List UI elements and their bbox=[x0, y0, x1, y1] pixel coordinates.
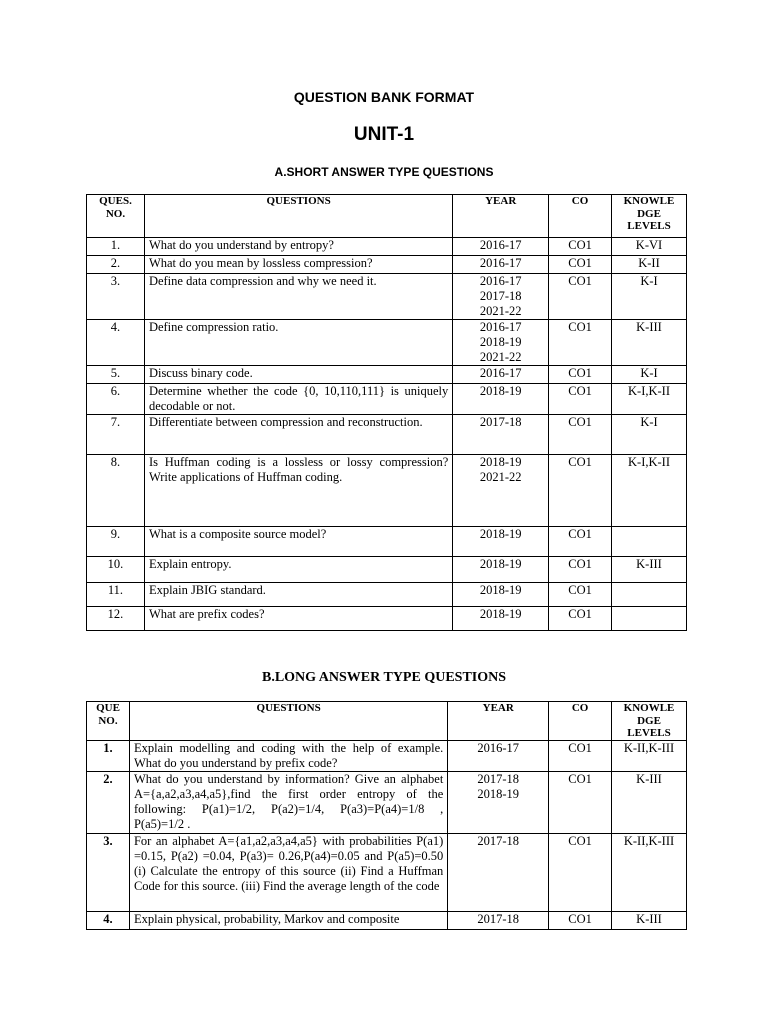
question-number: 7. bbox=[87, 415, 145, 455]
knowledge-level-cell: K-II bbox=[612, 256, 687, 274]
year-cell bbox=[453, 583, 549, 607]
knowledge-level-cell: K-III bbox=[612, 557, 687, 583]
question-text: What is a composite source model? bbox=[144, 527, 452, 557]
year-value: 2016-17 bbox=[479, 274, 522, 288]
year-value: 2016-17 bbox=[479, 320, 522, 334]
long-answer-table bbox=[86, 701, 687, 930]
question-text: What do you mean by lossless compression? bbox=[144, 256, 452, 274]
co-cell: CO1 bbox=[549, 366, 612, 384]
question-number: 5. bbox=[87, 366, 145, 384]
year-value: 2017-18 bbox=[479, 289, 522, 303]
question-number: 6. bbox=[87, 384, 145, 415]
table-row bbox=[87, 366, 687, 384]
co-cell: CO1 bbox=[549, 557, 612, 583]
co-cell: CO1 bbox=[549, 455, 612, 527]
year-cell bbox=[448, 911, 549, 929]
question-number: 9. bbox=[87, 527, 145, 557]
unit-title: UNIT-1 bbox=[353, 124, 415, 145]
year-value: 2016-17 bbox=[479, 256, 522, 270]
table-row bbox=[87, 740, 687, 771]
year-cell bbox=[453, 256, 549, 274]
year-value: 2018-19 bbox=[477, 786, 520, 801]
year-value: 2018-19 bbox=[479, 527, 522, 541]
co-cell: CO1 bbox=[549, 238, 612, 256]
year-cell bbox=[453, 274, 549, 320]
year-cell bbox=[448, 833, 549, 911]
year-value: 2016-17 bbox=[477, 740, 520, 755]
knowledge-level-cell: K-I bbox=[612, 366, 687, 384]
short-answer-table bbox=[86, 194, 687, 631]
co-cell: CO1 bbox=[549, 527, 612, 557]
co-cell: CO1 bbox=[549, 320, 612, 366]
knowledge-level-cell: K-III bbox=[612, 911, 687, 929]
question-text: Differentiate between compression and reconstruction. bbox=[144, 415, 452, 455]
year-value: 2016-17 bbox=[479, 366, 522, 380]
year-cell bbox=[453, 320, 549, 366]
col-header-no: QUE NO. bbox=[87, 702, 130, 741]
col-header-year: YEAR bbox=[453, 195, 549, 238]
table-row bbox=[87, 771, 687, 833]
table-row bbox=[87, 607, 687, 631]
question-number: 3. bbox=[87, 833, 130, 911]
year-value: 2021-22 bbox=[479, 470, 522, 484]
co-cell: CO1 bbox=[549, 274, 612, 320]
col-header-knowledge-level: KNOWLE DGE LEVELS bbox=[612, 702, 687, 741]
knowledge-level-cell: K-III bbox=[612, 771, 687, 833]
year-value: 2018-19 bbox=[479, 607, 522, 621]
question-text: What do you understand by information? Give an alphabet A={a,a2,a3,a4,a5},find the first order entropy of the following: P(a1)=1/2, P(a2)=1/4, P(a3)=P(a4)=1/8 , P(a5)=1/2 . bbox=[129, 771, 447, 833]
short-section-heading: A.SHORT ANSWER TYPE QUESTIONS bbox=[274, 165, 494, 179]
question-text: Define compression ratio. bbox=[144, 320, 452, 366]
question-text: For an alphabet A={a1,a2,a3,a4,a5} with probabilities P(a1) =0.15, P(a2) =0.04, P(a3)= 0.26,P(a4)=0.05 and P(a5)=0.50 (i) Calculate the entropy of this source (ii) Find a Huffman Code for this source. (iii) Find the average length of the code bbox=[129, 833, 447, 911]
co-cell: CO1 bbox=[549, 256, 612, 274]
table-row bbox=[87, 320, 687, 366]
year-cell bbox=[453, 384, 549, 415]
table-row bbox=[87, 911, 687, 929]
year-cell bbox=[453, 366, 549, 384]
co-cell: CO1 bbox=[549, 607, 612, 631]
question-text: What do you understand by entropy? bbox=[144, 238, 452, 256]
year-value: 2018-19 bbox=[479, 455, 522, 469]
question-number: 8. bbox=[87, 455, 145, 527]
table-row bbox=[87, 256, 687, 274]
year-value: 2017-18 bbox=[477, 911, 520, 926]
year-cell bbox=[453, 455, 549, 527]
year-cell bbox=[448, 740, 549, 771]
question-text: Explain modelling and coding with the help of example. What do you understand by prefix code? bbox=[129, 740, 447, 771]
co-cell: CO1 bbox=[549, 415, 612, 455]
year-cell bbox=[453, 557, 549, 583]
knowledge-level-cell: K-VI bbox=[612, 238, 687, 256]
question-number: 2. bbox=[87, 256, 145, 274]
year-cell bbox=[453, 415, 549, 455]
year-cell bbox=[453, 238, 549, 256]
year-value: 2018-19 bbox=[479, 583, 522, 597]
question-text: Explain entropy. bbox=[144, 557, 452, 583]
knowledge-level-cell bbox=[612, 583, 687, 607]
col-header-question: QUESTIONS bbox=[144, 195, 452, 238]
knowledge-level-cell bbox=[612, 607, 687, 631]
co-cell: CO1 bbox=[549, 911, 612, 929]
col-header-co: CO bbox=[549, 195, 612, 238]
knowledge-level-cell: K-I bbox=[612, 415, 687, 455]
year-cell bbox=[453, 527, 549, 557]
question-number: 4. bbox=[87, 320, 145, 366]
col-header-year: YEAR bbox=[448, 702, 549, 741]
knowledge-level-cell: K-III bbox=[612, 320, 687, 366]
question-text: Is Huffman coding is a lossless or lossy compression? Write applications of Huffman coding. bbox=[144, 455, 452, 527]
knowledge-level-cell: K-I,K-II bbox=[612, 384, 687, 415]
knowledge-level-cell bbox=[612, 527, 687, 557]
table-row bbox=[87, 384, 687, 415]
col-header-co: CO bbox=[549, 702, 612, 741]
co-cell: CO1 bbox=[549, 771, 612, 833]
table-row bbox=[87, 274, 687, 320]
year-value: 2016-17 bbox=[479, 238, 522, 252]
question-number: 12. bbox=[87, 607, 145, 631]
co-cell: CO1 bbox=[549, 740, 612, 771]
question-number: 3. bbox=[87, 274, 145, 320]
co-cell: CO1 bbox=[549, 583, 612, 607]
question-number: 11. bbox=[87, 583, 145, 607]
co-cell: CO1 bbox=[549, 384, 612, 415]
table-row bbox=[87, 583, 687, 607]
question-number: 1. bbox=[87, 740, 130, 771]
question-text: Determine whether the code {0, 10,110,111} is uniquely decodable or not. bbox=[144, 384, 452, 415]
year-value: 2021-22 bbox=[479, 350, 522, 364]
knowledge-level-cell: K-I bbox=[612, 274, 687, 320]
table-row bbox=[87, 527, 687, 557]
question-text: What are prefix codes? bbox=[144, 607, 452, 631]
question-text: Explain JBIG standard. bbox=[144, 583, 452, 607]
year-value: 2017-18 bbox=[477, 833, 520, 848]
question-number: 2. bbox=[87, 771, 130, 833]
table-row bbox=[87, 238, 687, 256]
year-value: 2017-18 bbox=[477, 771, 520, 786]
question-number: 4. bbox=[87, 911, 130, 929]
question-text: Discuss binary code. bbox=[144, 366, 452, 384]
question-number: 10. bbox=[87, 557, 145, 583]
table-row bbox=[87, 455, 687, 527]
page-title: QUESTION BANK FORMAT bbox=[293, 89, 475, 105]
question-text: Explain physical, probability, Markov and composite bbox=[129, 911, 447, 929]
knowledge-level-cell: K-II,K-III bbox=[612, 833, 687, 911]
year-value: 2017-18 bbox=[479, 415, 522, 429]
question-text: Define data compression and why we need it. bbox=[144, 274, 452, 320]
col-header-question: QUESTIONS bbox=[129, 702, 447, 741]
table-row bbox=[87, 415, 687, 455]
knowledge-level-cell: K-I,K-II bbox=[612, 455, 687, 527]
knowledge-level-cell: K-II,K-III bbox=[612, 740, 687, 771]
year-value: 2018-19 bbox=[479, 335, 522, 349]
table-row bbox=[87, 833, 687, 911]
table-row bbox=[87, 557, 687, 583]
col-header-no: QUES. NO. bbox=[87, 195, 145, 238]
year-value: 2018-19 bbox=[479, 557, 522, 571]
long-section-heading: B.LONG ANSWER TYPE QUESTIONS bbox=[261, 670, 507, 685]
question-number: 1. bbox=[87, 238, 145, 256]
year-value: 2021-22 bbox=[479, 304, 522, 318]
year-cell bbox=[448, 771, 549, 833]
year-cell bbox=[453, 607, 549, 631]
co-cell: CO1 bbox=[549, 833, 612, 911]
year-value: 2018-19 bbox=[479, 384, 522, 398]
col-header-knowledge-level: KNOWLE DGE LEVELS bbox=[612, 195, 687, 238]
